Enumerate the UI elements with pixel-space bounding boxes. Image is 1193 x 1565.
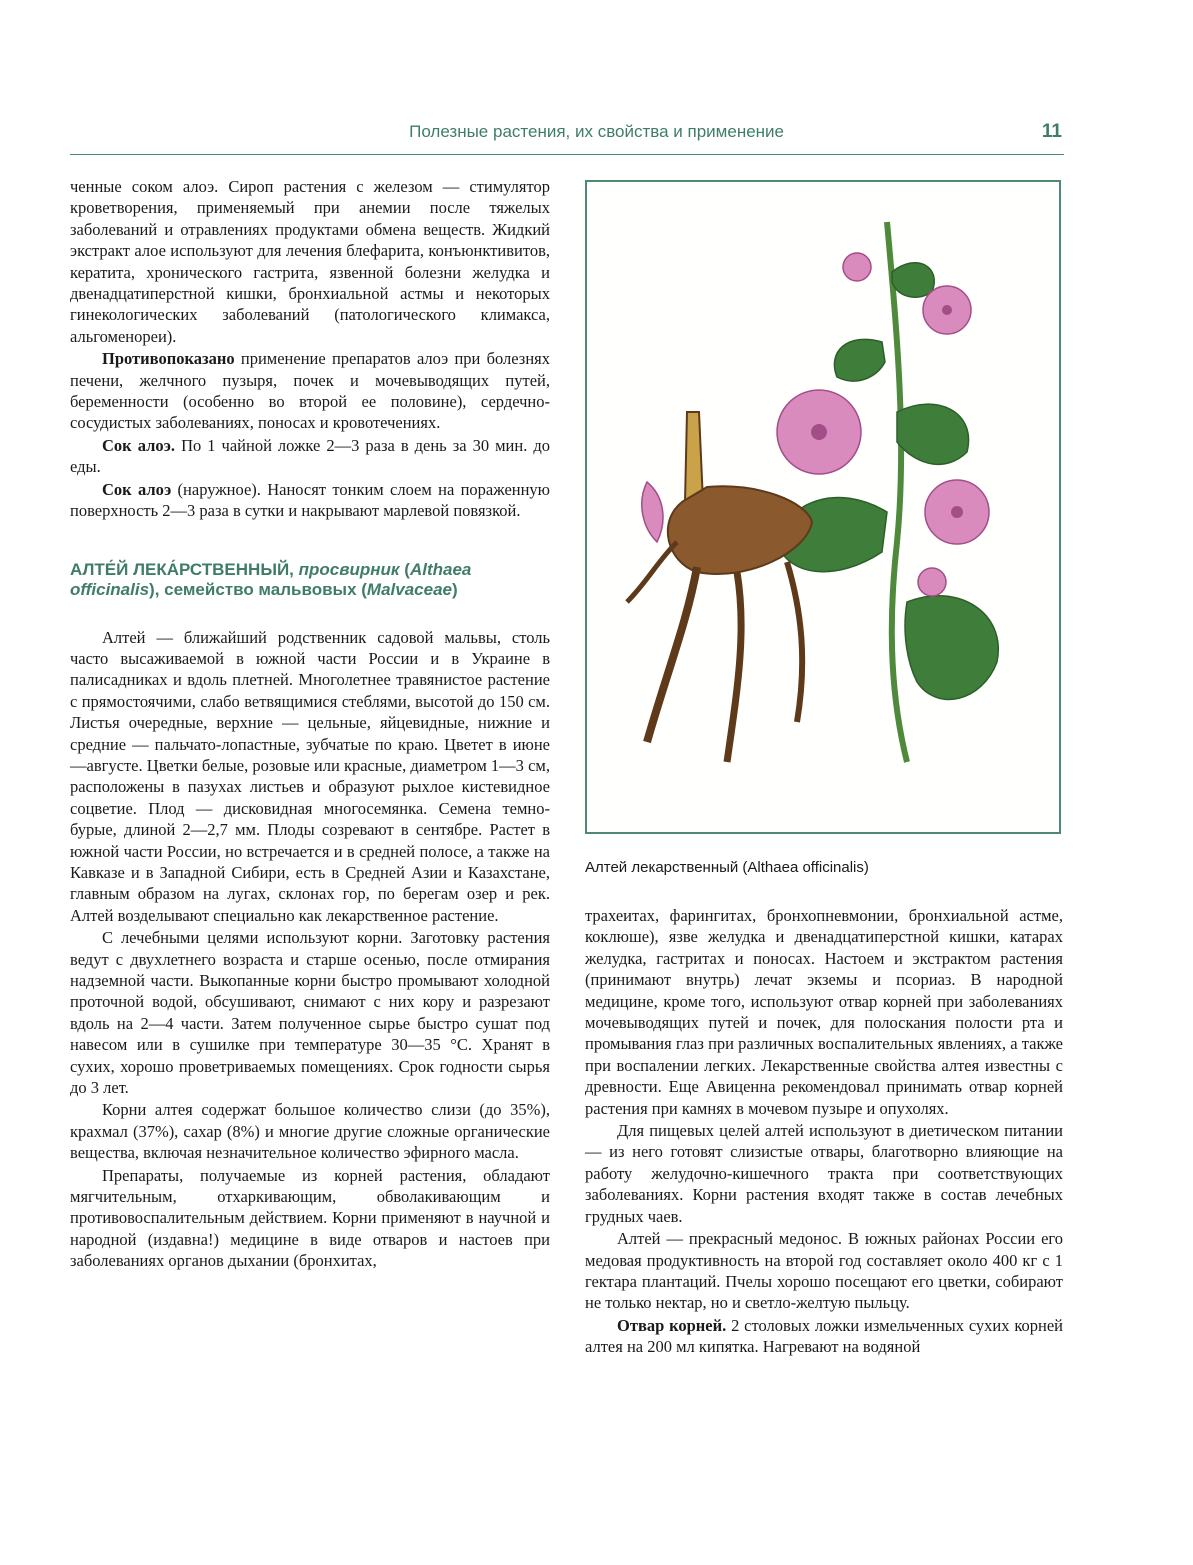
page-number: 11 bbox=[1041, 121, 1062, 142]
althaea-drawing bbox=[587, 182, 1059, 832]
term: Сок алоэ. bbox=[102, 435, 176, 455]
paragraph-recipe: Отвар корней. 2 столовых ложки измельченных сухих корней алтея на 200 мл кипятка. Нагревают на водяной bbox=[585, 1315, 1063, 1357]
plant-illustration bbox=[585, 180, 1061, 834]
figure-caption: Алтей лекарственный (Althaea officinalis) bbox=[585, 859, 869, 876]
paragraph: трахеитах, фарингитах, бронхопневмонии, бронхиальной астме, коклюше), язве желудка и двенадцатиперстной кишки, катарах желудка, гастритах и поносах. Настоем и экстрактом растения (принимают внутрь) лечат экземы и псориаз. В народной медицине, кроме того, используют отвар корней при заболеваниях мочевыводящих путей и почек, для полоскания полости рта и промывания глаз при различных воспалительных явлениях, а также при воспалении легких. Лекарственные свойства алтея известны с древности. Еще Авиценна рекомендовал принимать отвар корней растения при камнях в мочевом пузыре и опухолях. bbox=[585, 906, 1063, 1118]
paragraph: ченные соком алоэ. Сироп растения с железом — стимулятор кроветворения, применяемый при анемии после тяжелых заболеваний и отравлениях продуктами обмена веществ. Жидкий экстракт алое используют для лечения блефарита, конъюнктивитов, кератита, хронического гастрита, язвенной болезни желудка и двенадцатиперстной кишки, бронхиальной астмы и некоторых гинекологических заболеваний (патологического климакса, альгоменореи). bbox=[70, 177, 550, 346]
running-title: Полезные растения, их свойства и применение bbox=[409, 122, 784, 141]
paragraph-recipe: Сок алоэ. По 1 чайной ложке 2—3 раза в день за 30 мин. до еды. bbox=[70, 435, 551, 477]
paragraph: С лечебными целями используют корни. Заготовку растения ведут с двухлетнего возраста и старше осенью, после отмирания надземной части. Выкопанные корни быстро промывают холодной проточной водой, обсушивают, снимают с них кору и разрезают вдоль на 2—4 части. Затем полученное сырье быстро сушат под навесом или в сушилке при температуре 30—35 °С. Хранят в сухих, хорошо проветриваемых помещениях. Срок годности сырья до 3 лет. bbox=[70, 928, 550, 1098]
paragraph: Алтей — ближайший родственник садовой мальвы, столь часто высаживаемой в южной части России и в Украине в палисадниках и вдоль плетней. Многолетнее травянистое растение с прямостоячими, слабо ветвящимися стеблями, высотой до 150 см. Листья очередные, верхние — цельные, яйцевидные, нижние и средние — пальчато-лопастные, зубчатые по краю. Цветет в июне—августе. Цветки белые, розовые или красные, диаметром 1—3 см, расположены в пазухах листьев и образуют рыхлое кистевидное соцветие. Плод — дисковидная многосемянка. Семена темно-бурые, длиной 2—2,7 мм. Плоды созревают в сентябре. Растет в южной части России, но встречается и в средней полосе, а также на Кавказе и в Западной Сибири, есть в Средней Азии и Казахстане, главным образом на лугах, склонах гор, по берегам озер и рек. Алтей возделывают специально как лекарственное растение. bbox=[70, 627, 550, 925]
term: Отвар корней. bbox=[617, 1315, 727, 1335]
page-header bbox=[70, 118, 1064, 155]
paragraph: Для пищевых целей алтей используют в диетическом питании — из него готовят слизистые отвары, благотворно влияющие на работу желудочно-кишечного тракта при соответствующих заболеваниях. Корни растения входят также в состав лечебных грудных чаев. bbox=[585, 1121, 1063, 1226]
paragraph: Корни алтея содержат большое количество слизи (до 35%), крахмал (37%), сахар (8%) и многие другие сложные органические вещества, включая незначительное количество эфирного масла. bbox=[70, 1100, 550, 1163]
left-column bbox=[70, 176, 550, 1272]
paragraph-contraindications: Противопоказано применение препаратов алоэ при болезнях печени, желчного пузыря, почек и мочевыводящих путей, беременности (особенно во второй ее половине), сердечно-сосудистых заболеваниях, поносах и кровотечениях. bbox=[70, 349, 550, 433]
term: Сок алоэ bbox=[102, 479, 172, 499]
section-heading: АЛТЕ́Й ЛЕКА́РСТВЕННЫЙ, просвирник (Althaea officinalis), семейство мальвовых (Malvaceae) bbox=[70, 559, 472, 599]
paragraph-recipe: Сок алоэ (наружное). Наносят тонким слоем на пораженную поверхность 2—3 раза в сутки и накрывают марлевой повязкой. bbox=[70, 479, 550, 521]
paragraph: Препараты, получаемые из корней растения, обладают мягчительным, отхаркивающим, обволакивающим и противовоспалительным действием. Корни применяют в научной и народной (издавна!) медицине в виде отваров и настоев при заболеваниях органов дыхании (бронхитах, bbox=[70, 1165, 550, 1271]
paragraph: Алтей — прекрасный медонос. В южных районах России его медовая продуктивность на второй год составляет около 400 кг с 1 гектара плантаций. Пчелы хорошо посещают его цветки, собирают не только нектар, но и светло-желтую пыльцу. bbox=[585, 1229, 1063, 1313]
term: Противопоказано bbox=[102, 349, 235, 369]
right-column bbox=[585, 905, 1063, 1358]
